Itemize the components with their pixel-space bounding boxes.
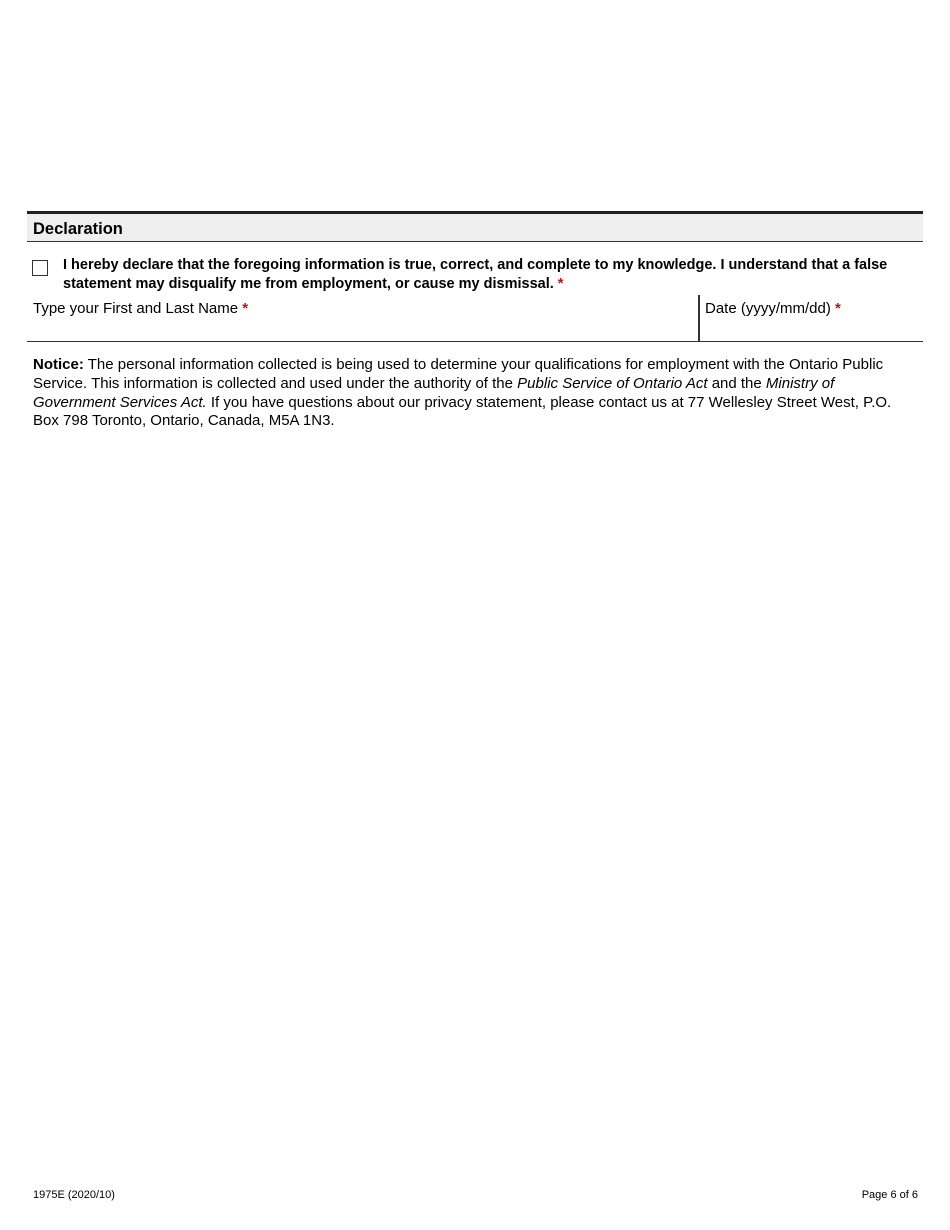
name-field-cell — [27, 295, 698, 341]
signature-fields — [27, 295, 923, 342]
notice-act-1: Public Service of Ontario Act — [517, 374, 708, 392]
declaration-row — [27, 242, 923, 290]
date-input[interactable] — [704, 321, 919, 339]
privacy-notice — [27, 342, 923, 431]
name-input[interactable] — [31, 321, 694, 339]
notice-text-1: The personal information collected is being used to determine your qualifications for employment with the Ontario Public Service. This information is collected and used under the authority of the — [33, 356, 884, 392]
declaration-statement — [63, 256, 917, 294]
required-marker: * — [557, 276, 564, 292]
declaration-section — [27, 211, 923, 431]
notice-label: Notice: — [33, 356, 84, 373]
notice-text-3: If you have questions about our privacy statement, please contact us at 77 Wellesley Street West, P.O. Box 798 Toronto, Ontario, Canada, M5A 1N3. — [33, 393, 892, 430]
name-field-label: Type your First and Last Name — [33, 300, 239, 317]
declaration-checkbox[interactable] — [32, 260, 48, 276]
page-number: Page 6 of 6 — [861, 1189, 918, 1201]
notice-act-2: Ministry of Government Services Act. — [33, 374, 835, 411]
notice-text-2: and the — [707, 374, 766, 392]
date-field-cell — [698, 295, 923, 341]
declaration-text: I hereby declare that the foregoing information is true, correct, and complete to my knowledge. I understand that a false statement may disqualify me from employment, or cause my dismissal. — [63, 257, 888, 292]
required-marker: * — [242, 300, 249, 317]
section-title: Declaration — [27, 211, 923, 242]
required-marker: * — [835, 300, 841, 317]
form-number: 1975E (2020/10) — [33, 1189, 115, 1201]
date-field-label: Date (yyyy/mm/dd) — [705, 300, 831, 317]
